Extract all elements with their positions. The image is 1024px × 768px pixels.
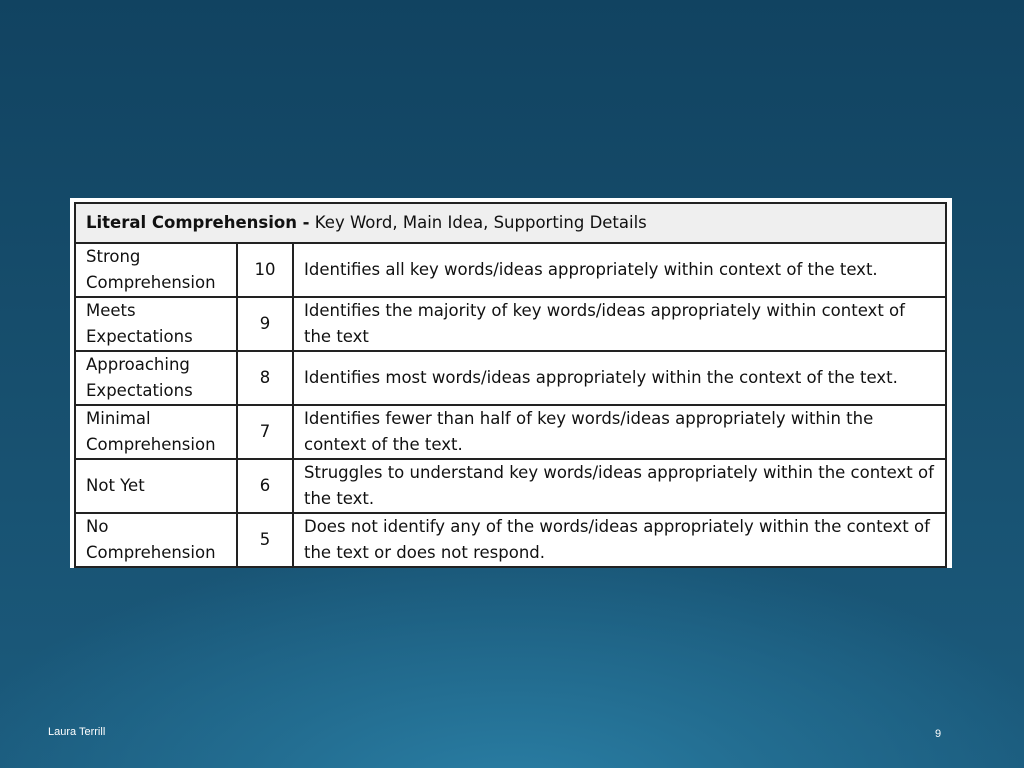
level-cell: Meets Expectations bbox=[75, 297, 237, 351]
description-cell: Identifies fewer than half of key words/ideas appropriately within the context of the text. bbox=[293, 405, 946, 459]
level-cell: Minimal Comprehension bbox=[75, 405, 237, 459]
description-cell: Struggles to understand key words/ideas appropriately within the context of the text. bbox=[293, 459, 946, 513]
score-cell: 7 bbox=[237, 405, 293, 459]
score-cell: 10 bbox=[237, 243, 293, 297]
table-row bbox=[75, 243, 946, 297]
level-cell: Not Yet bbox=[75, 459, 237, 513]
level-cell: Strong Comprehension bbox=[75, 243, 237, 297]
description-cell: Does not identify any of the words/ideas appropriately within the context of the text or does not respond. bbox=[293, 513, 946, 567]
description-cell: Identifies most words/ideas appropriately within the context of the text. bbox=[293, 351, 946, 405]
score-cell: 5 bbox=[237, 513, 293, 567]
table-header-row bbox=[75, 203, 946, 243]
level-cell: Approaching Expectations bbox=[75, 351, 237, 405]
score-cell: 9 bbox=[237, 297, 293, 351]
description-cell: Identifies the majority of key words/ideas appropriately within context of the text bbox=[293, 297, 946, 351]
table-title-bold: Literal Comprehension - bbox=[86, 213, 310, 232]
table-row bbox=[75, 513, 946, 567]
rubric-table bbox=[74, 202, 947, 568]
table-row bbox=[75, 459, 946, 513]
description-cell: Identifies all key words/ideas appropriately within context of the text. bbox=[293, 243, 946, 297]
score-cell: 8 bbox=[237, 351, 293, 405]
table-row bbox=[75, 405, 946, 459]
table-title bbox=[75, 203, 946, 243]
table-title-rest: Key Word, Main Idea, Supporting Details bbox=[309, 213, 647, 232]
level-cell: No Comprehension bbox=[75, 513, 237, 567]
table-row bbox=[75, 351, 946, 405]
slide-number: 9 bbox=[935, 728, 942, 740]
table-row bbox=[75, 297, 946, 351]
footer-author: Laura Terrill bbox=[48, 726, 106, 738]
rubric-table-image bbox=[70, 198, 952, 568]
score-cell: 6 bbox=[237, 459, 293, 513]
